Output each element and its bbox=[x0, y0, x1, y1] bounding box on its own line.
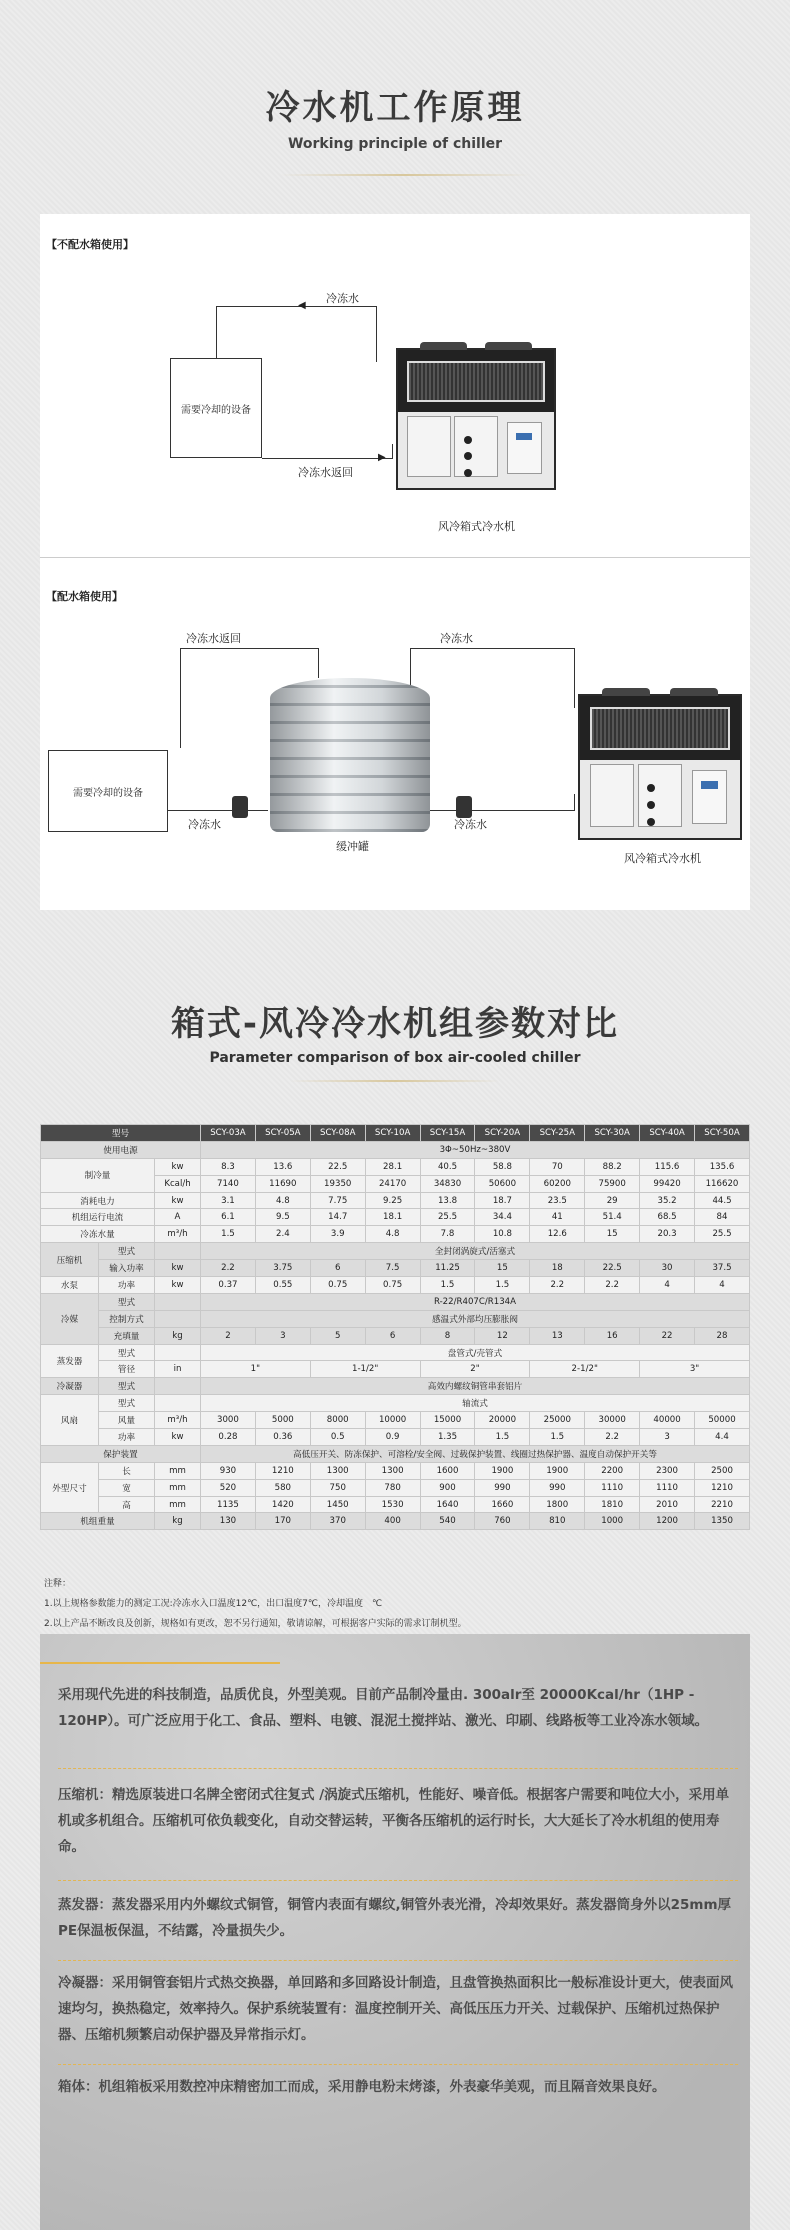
diagram-b-supply-line-left bbox=[168, 810, 268, 811]
table-row-label: 冷凝器 bbox=[41, 1378, 99, 1395]
notes-heading: 注释： bbox=[44, 1579, 72, 1589]
table-cell: 1420 bbox=[255, 1496, 310, 1513]
table-unit: kw bbox=[155, 1192, 201, 1209]
table-cell: 35.2 bbox=[640, 1192, 695, 1209]
table-row bbox=[41, 1277, 750, 1294]
title-divider-2 bbox=[290, 1080, 500, 1082]
table-row bbox=[41, 1479, 750, 1496]
table-cell: 22.5 bbox=[585, 1260, 640, 1277]
table-cell: 12.6 bbox=[530, 1226, 585, 1243]
table-cell: 7140 bbox=[201, 1175, 256, 1192]
table-cell: 13.8 bbox=[420, 1192, 475, 1209]
table-cell: 68.5 bbox=[640, 1209, 695, 1226]
table-cell: 盘管式/壳管式 bbox=[201, 1344, 750, 1361]
table-cell: 41 bbox=[530, 1209, 585, 1226]
table-cell: 0.28 bbox=[201, 1429, 256, 1446]
table-cell: 8000 bbox=[310, 1412, 365, 1429]
table-sub-label: 控制方式 bbox=[99, 1310, 155, 1327]
table-cell: 1300 bbox=[310, 1462, 365, 1479]
section-subtitle-params: Parameter comparison of box air-cooled chiller bbox=[209, 1050, 581, 1066]
table-cell: 0.55 bbox=[255, 1277, 310, 1294]
table-row bbox=[41, 1513, 750, 1530]
notes-line-2: 2.以上产品不断改良及创新，规格如有更改，恕不另行通知，敬请谅解，可根据客户实际的需求订制机型。 bbox=[44, 1619, 467, 1629]
table-cell: 11.25 bbox=[420, 1260, 475, 1277]
table-cell: 4 bbox=[640, 1277, 695, 1294]
table-cell: 2.4 bbox=[255, 1226, 310, 1243]
table-unit: A bbox=[155, 1209, 201, 1226]
table-cell: 2500 bbox=[695, 1462, 750, 1479]
arrow-right-icon: ▶ bbox=[378, 452, 386, 463]
table-cell: 6.1 bbox=[201, 1209, 256, 1226]
description-cabinet: 箱体：机组箱板采用数控冲床精密加工而成，采用静电粉末烤漆，外表豪华美观，而且隔音效果良好。 bbox=[58, 2079, 666, 2095]
diagram-b-supply-label-left: 冷冻水 bbox=[188, 818, 221, 831]
table-cell: 6 bbox=[365, 1327, 420, 1344]
table-row bbox=[41, 1209, 750, 1226]
diagram-b-return-line-v bbox=[180, 648, 181, 748]
table-cell: 1000 bbox=[585, 1513, 640, 1530]
table-header-cell: SCY-50A bbox=[695, 1125, 750, 1142]
table-cell: 5000 bbox=[255, 1412, 310, 1429]
diagram-b-return-label: 冷冻水返回 bbox=[186, 632, 241, 645]
table-cell: 1800 bbox=[530, 1496, 585, 1513]
table-cell: 930 bbox=[201, 1462, 256, 1479]
table-cell: 990 bbox=[475, 1479, 530, 1496]
diagram-b-supply-line-right bbox=[430, 810, 574, 811]
table-row bbox=[41, 1141, 750, 1158]
table-header-cell: SCY-03A bbox=[201, 1125, 256, 1142]
table-cell: 9.25 bbox=[365, 1192, 420, 1209]
table-cell: 9.5 bbox=[255, 1209, 310, 1226]
table-cell: 780 bbox=[365, 1479, 420, 1496]
table-cell: 130 bbox=[201, 1513, 256, 1530]
table-cell: 1210 bbox=[255, 1462, 310, 1479]
table-unit: kw bbox=[155, 1277, 201, 1294]
separator bbox=[58, 1960, 738, 1961]
diagram-b-supply-line-v bbox=[410, 648, 411, 688]
table-header-cell: SCY-25A bbox=[530, 1125, 585, 1142]
table-cell: 11690 bbox=[255, 1175, 310, 1192]
table-cell: 50000 bbox=[695, 1412, 750, 1429]
table-cell: 轴流式 bbox=[201, 1395, 750, 1412]
table-cell: 1530 bbox=[365, 1496, 420, 1513]
table-cell: 16 bbox=[585, 1327, 640, 1344]
table-cell: 520 bbox=[201, 1479, 256, 1496]
table-sub-label: 功率 bbox=[99, 1277, 155, 1294]
table-cell: 20000 bbox=[475, 1412, 530, 1429]
table-cell: 28.1 bbox=[365, 1158, 420, 1175]
table-cell: 2-1/2" bbox=[530, 1361, 640, 1378]
table-cell: 2" bbox=[420, 1361, 530, 1378]
table-row bbox=[41, 1395, 750, 1412]
pump-right-icon bbox=[456, 796, 472, 818]
table-row bbox=[41, 1445, 750, 1462]
table-row bbox=[41, 1310, 750, 1327]
table-cell: 1.5 bbox=[530, 1429, 585, 1446]
diagram-divider bbox=[40, 557, 750, 558]
table-unit: kw bbox=[155, 1158, 201, 1175]
table-cell: 990 bbox=[530, 1479, 585, 1496]
diagram-b-supply-line-v2 bbox=[574, 648, 575, 708]
table-unit: mm bbox=[155, 1496, 201, 1513]
table-cell: 4.8 bbox=[365, 1226, 420, 1243]
table-cell: 23.5 bbox=[530, 1192, 585, 1209]
table-cell: 18.7 bbox=[475, 1192, 530, 1209]
table-sub-label: 风量 bbox=[99, 1412, 155, 1429]
table-cell: 7.75 bbox=[310, 1192, 365, 1209]
diagram-b-device-box bbox=[48, 750, 168, 832]
table-notes bbox=[44, 1574, 744, 1634]
table-cell: 2200 bbox=[585, 1462, 640, 1479]
table-cell: 8 bbox=[420, 1327, 475, 1344]
table-row bbox=[41, 1344, 750, 1361]
table-sub-label: 型式 bbox=[99, 1344, 155, 1361]
table-sub-label: 管径 bbox=[99, 1361, 155, 1378]
table-cell: 2210 bbox=[695, 1496, 750, 1513]
table-cell: 8.3 bbox=[201, 1158, 256, 1175]
table-cell: 1110 bbox=[585, 1479, 640, 1496]
table-header-cell: 型号 bbox=[41, 1125, 201, 1142]
diagram-a-supply-line-v bbox=[216, 306, 217, 358]
table-cell: 0.37 bbox=[201, 1277, 256, 1294]
table-row bbox=[41, 1192, 750, 1209]
diagram-b-supply-label-top: 冷冻水 bbox=[440, 632, 473, 645]
table-cell: 135.6 bbox=[695, 1158, 750, 1175]
diagram-a-return-line-v bbox=[392, 444, 393, 459]
table-cell: 2.2 bbox=[585, 1429, 640, 1446]
table-cell: 750 bbox=[310, 1479, 365, 1496]
table-unit: mm bbox=[155, 1462, 201, 1479]
table-cell: 0.9 bbox=[365, 1429, 420, 1446]
table-cell: 34.4 bbox=[475, 1209, 530, 1226]
diagram-b-supply-label-right: 冷冻水 bbox=[454, 818, 487, 831]
table-unit: kg bbox=[155, 1327, 201, 1344]
table-unit: kg bbox=[155, 1513, 201, 1530]
table-cell: 24170 bbox=[365, 1175, 420, 1192]
table-cell: 170 bbox=[255, 1513, 310, 1530]
diagram-b-supply-line-h bbox=[410, 648, 574, 649]
table-row-label: 压缩机 bbox=[41, 1243, 99, 1277]
table-cell: 12 bbox=[475, 1327, 530, 1344]
table-cell: 116620 bbox=[695, 1175, 750, 1192]
table-cell: 2.2 bbox=[201, 1260, 256, 1277]
table-cell: 3 bbox=[255, 1327, 310, 1344]
table-cell: 28 bbox=[695, 1327, 750, 1344]
table-cell: 13 bbox=[530, 1327, 585, 1344]
table-unit: mm bbox=[155, 1479, 201, 1496]
table-cell: 0.5 bbox=[310, 1429, 365, 1446]
table-cell: 1" bbox=[201, 1361, 311, 1378]
table-row bbox=[41, 1361, 750, 1378]
diagram-b-tank-label: 缓冲罐 bbox=[336, 840, 369, 853]
spec-table bbox=[40, 1124, 750, 1530]
table-cell: 1900 bbox=[475, 1462, 530, 1479]
table-unit: m³/h bbox=[155, 1226, 201, 1243]
table-cell: 37.5 bbox=[695, 1260, 750, 1277]
diagram-a-return-line bbox=[262, 458, 392, 459]
diagram-b-device-label: 需要冷却的设备 bbox=[73, 787, 143, 799]
accent-bar bbox=[40, 1662, 280, 1664]
table-sub-label: 充填量 bbox=[99, 1327, 155, 1344]
table-cell: 0.75 bbox=[310, 1277, 365, 1294]
table-cell: 4.8 bbox=[255, 1192, 310, 1209]
arrow-left-icon: ◀ bbox=[298, 300, 306, 311]
table-cell: 25.5 bbox=[420, 1209, 475, 1226]
table-cell: 58.8 bbox=[475, 1158, 530, 1175]
table-unit: kw bbox=[155, 1429, 201, 1446]
diagram-b-tag: 【配水箱使用】 bbox=[46, 590, 123, 603]
table-row bbox=[41, 1327, 750, 1344]
table-row-label: 消耗电力 bbox=[41, 1192, 155, 1209]
section-title-principle: 冷水机工作原理 bbox=[265, 88, 525, 128]
table-cell: 15 bbox=[585, 1226, 640, 1243]
table-cell: 1660 bbox=[475, 1496, 530, 1513]
table-cell: 3Φ~50Hz~380V bbox=[201, 1141, 750, 1158]
table-row bbox=[41, 1260, 750, 1277]
pump-left-icon bbox=[232, 796, 248, 818]
table-cell: 25.5 bbox=[695, 1226, 750, 1243]
description-condenser: 冷凝器：采用铜管套铝片式热交换器，单回路和多回路设计制造，且盘管换热面积比一般标准设计更大，使表面风速均匀，换热稳定，效率持久。保护系统装置有：温度控制开关、高低压压力开关、过载保护、压缩机过热保护器、压缩机频繁启动保护器及异常指示灯。 bbox=[58, 1975, 733, 2043]
table-header-cell: SCY-05A bbox=[255, 1125, 310, 1142]
table-cell: 1210 bbox=[695, 1479, 750, 1496]
table-cell: 1810 bbox=[585, 1496, 640, 1513]
table-cell: 7.8 bbox=[420, 1226, 475, 1243]
table-row-label: 冷冻水量 bbox=[41, 1226, 155, 1243]
diagram-a-supply-line-h bbox=[216, 306, 376, 307]
table-cell: 1.35 bbox=[420, 1429, 475, 1446]
table-cell: 760 bbox=[475, 1513, 530, 1530]
table-header-cell: SCY-15A bbox=[420, 1125, 475, 1142]
table-unit: kw bbox=[155, 1260, 201, 1277]
table-cell: 900 bbox=[420, 1479, 475, 1496]
table-header-cell: SCY-08A bbox=[310, 1125, 365, 1142]
table-cell: 51.4 bbox=[585, 1209, 640, 1226]
table-row-label: 蒸发器 bbox=[41, 1344, 99, 1378]
table-sub-label: 宽 bbox=[99, 1479, 155, 1496]
table-sub-label: 型式 bbox=[99, 1378, 155, 1395]
diagram-a-device-label: 需要冷却的设备 bbox=[181, 404, 251, 416]
table-cell: 3.1 bbox=[201, 1192, 256, 1209]
separator bbox=[58, 1768, 738, 1769]
table-cell: 34830 bbox=[420, 1175, 475, 1192]
table-cell: 44.5 bbox=[695, 1192, 750, 1209]
table-cell: 10.8 bbox=[475, 1226, 530, 1243]
table-cell: 1640 bbox=[420, 1496, 475, 1513]
table-cell: 540 bbox=[420, 1513, 475, 1530]
table-cell: 20.3 bbox=[640, 1226, 695, 1243]
table-cell: 580 bbox=[255, 1479, 310, 1496]
table-cell: 40000 bbox=[640, 1412, 695, 1429]
table-cell: 84 bbox=[695, 1209, 750, 1226]
table-row-label: 水泵 bbox=[41, 1277, 99, 1294]
table-row-label: 外型尺寸 bbox=[41, 1462, 99, 1513]
separator bbox=[58, 2064, 738, 2065]
table-cell: 0.36 bbox=[255, 1429, 310, 1446]
table-row bbox=[41, 1429, 750, 1446]
table-sub-label: 长 bbox=[99, 1462, 155, 1479]
table-cell: R-22/R407C/R134A bbox=[201, 1293, 750, 1310]
table-cell: 3 bbox=[640, 1429, 695, 1446]
table-sub-label: 功率 bbox=[99, 1429, 155, 1446]
table-cell: 高低压开关、防冻保护、可溶栓/安全阀、过载保护装置、线圈过热保护器、温度自动保护开关等 bbox=[201, 1445, 750, 1462]
diagram-b-return-line-v2 bbox=[318, 648, 319, 678]
table-cell: 1135 bbox=[201, 1496, 256, 1513]
table-cell: 感温式外部均压膨胀阀 bbox=[201, 1310, 750, 1327]
table-row-label: 制冷量 bbox=[41, 1158, 155, 1192]
diagram-a-chiller-label: 风冷箱式冷水机 bbox=[438, 520, 515, 533]
table-cell: 29 bbox=[585, 1192, 640, 1209]
table-cell: 15000 bbox=[420, 1412, 475, 1429]
table-cell: 810 bbox=[530, 1513, 585, 1530]
table-cell: 40.5 bbox=[420, 1158, 475, 1175]
table-cell: 370 bbox=[310, 1513, 365, 1530]
table-header-row bbox=[41, 1125, 750, 1142]
table-cell: 1110 bbox=[640, 1479, 695, 1496]
table-cell: 10000 bbox=[365, 1412, 420, 1429]
diagram-a-supply-label: 冷冻水 bbox=[326, 292, 359, 305]
table-header-cell: SCY-20A bbox=[475, 1125, 530, 1142]
table-row bbox=[41, 1412, 750, 1429]
table-cell: 1-1/2" bbox=[310, 1361, 420, 1378]
table-row-label: 机组运行电流 bbox=[41, 1209, 155, 1226]
table-cell: 2300 bbox=[640, 1462, 695, 1479]
table-cell: 70 bbox=[530, 1158, 585, 1175]
table-cell: 30000 bbox=[585, 1412, 640, 1429]
diagram-b-chiller-label: 风冷箱式冷水机 bbox=[624, 852, 701, 865]
table-cell: 2010 bbox=[640, 1496, 695, 1513]
table-row-label: 使用电源 bbox=[41, 1141, 201, 1158]
section-title-params: 箱式-风冷冷水机组参数对比 bbox=[170, 1004, 620, 1044]
table-cell: 2.2 bbox=[585, 1277, 640, 1294]
table-unit: m³/h bbox=[155, 1412, 201, 1429]
table-sub-label: 型式 bbox=[99, 1293, 155, 1310]
table-row bbox=[41, 1158, 750, 1175]
table-row-label: 风扇 bbox=[41, 1395, 99, 1446]
table-cell: 4 bbox=[695, 1277, 750, 1294]
table-cell: 1300 bbox=[365, 1462, 420, 1479]
table-cell: 3.75 bbox=[255, 1260, 310, 1277]
table-cell: 5 bbox=[310, 1327, 365, 1344]
diagram-b-return-line-h bbox=[180, 648, 318, 649]
table-row bbox=[41, 1378, 750, 1395]
table-sub-label: 型式 bbox=[99, 1243, 155, 1260]
table-cell: 1900 bbox=[530, 1462, 585, 1479]
table-cell: 3000 bbox=[201, 1412, 256, 1429]
table-cell: 88.2 bbox=[585, 1158, 640, 1175]
separator bbox=[58, 1880, 738, 1881]
description-compressor: 压缩机：精选原装进口名牌全密闭式往复式 /涡旋式压缩机，性能好、噪音低。根据客户需要和吨位大小，采用单机或多机组合。压缩机可依负载变化，自动交替运转，平衡各压缩机的运行时长，大大延长了冷水机组的使用寿命。 bbox=[58, 1787, 730, 1855]
table-cell: 1200 bbox=[640, 1513, 695, 1530]
table-cell: 2 bbox=[201, 1327, 256, 1344]
diagram-a-tag: 【不配水箱使用】 bbox=[46, 238, 134, 251]
diagram-panel bbox=[40, 214, 750, 910]
table-cell: 13.6 bbox=[255, 1158, 310, 1175]
table-cell: 18.1 bbox=[365, 1209, 420, 1226]
table-cell: 14.7 bbox=[310, 1209, 365, 1226]
table-cell: 全封闭涡旋式/活塞式 bbox=[201, 1243, 750, 1260]
table-cell: 60200 bbox=[530, 1175, 585, 1192]
section-subtitle-principle: Working principle of chiller bbox=[287, 136, 503, 152]
table-row bbox=[41, 1243, 750, 1260]
table-cell: 1.5 bbox=[475, 1277, 530, 1294]
table-sub-label: 型式 bbox=[99, 1395, 155, 1412]
table-cell: 高效内螺纹铜管串套铝片 bbox=[201, 1378, 750, 1395]
notes-line-1: 1.以上规格参数能力的测定工况:冷冻水入口温度12℃，出口温度7℃，冷却温度 ℃ bbox=[44, 1599, 383, 1609]
table-cell: 1600 bbox=[420, 1462, 475, 1479]
table-unit: Kcal/h bbox=[155, 1175, 201, 1192]
table-cell: 3.9 bbox=[310, 1226, 365, 1243]
table-cell: 75900 bbox=[585, 1175, 640, 1192]
table-cell: 22.5 bbox=[310, 1158, 365, 1175]
diagram-a-supply-line-v2 bbox=[376, 306, 377, 362]
table-cell: 1.5 bbox=[420, 1277, 475, 1294]
table-cell: 1450 bbox=[310, 1496, 365, 1513]
diagram-a-chiller bbox=[396, 348, 556, 490]
table-header-cell: SCY-30A bbox=[585, 1125, 640, 1142]
table-row bbox=[41, 1226, 750, 1243]
table-row bbox=[41, 1462, 750, 1479]
table-cell: 4.4 bbox=[695, 1429, 750, 1446]
diagram-a-device-box bbox=[170, 358, 262, 458]
table-cell: 400 bbox=[365, 1513, 420, 1530]
table-cell: 1350 bbox=[695, 1513, 750, 1530]
table-cell: 3" bbox=[640, 1361, 750, 1378]
table-cell: 18 bbox=[530, 1260, 585, 1277]
title-divider bbox=[280, 174, 530, 176]
table-cell: 50600 bbox=[475, 1175, 530, 1192]
table-cell: 7.5 bbox=[365, 1260, 420, 1277]
table-cell: 115.6 bbox=[640, 1158, 695, 1175]
table-cell: 15 bbox=[475, 1260, 530, 1277]
table-header-cell: SCY-40A bbox=[640, 1125, 695, 1142]
table-cell: 2.2 bbox=[530, 1277, 585, 1294]
table-header-cell: SCY-10A bbox=[365, 1125, 420, 1142]
table-cell: 1.5 bbox=[475, 1429, 530, 1446]
table-cell: 1.5 bbox=[201, 1226, 256, 1243]
table-row-label: 机组重量 bbox=[41, 1513, 155, 1530]
description-intro: 采用现代先进的科技制造，品质优良，外型美观。目前产品制冷量由. 300alr至 20000Kcal/hr（1HP - 120HP）。可广泛应用于化工、食品、塑料、电镀、混泥土搅拌站、激光、印刷、线路板等工业冷冻水领域。 bbox=[58, 1687, 709, 1729]
table-cell: 99420 bbox=[640, 1175, 695, 1192]
table-cell: 30 bbox=[640, 1260, 695, 1277]
table-row bbox=[41, 1293, 750, 1310]
diagram-a-return-label: 冷冻水返回 bbox=[298, 466, 353, 479]
table-sub-label: 高 bbox=[99, 1496, 155, 1513]
table-cell: 25000 bbox=[530, 1412, 585, 1429]
table-cell: 0.75 bbox=[365, 1277, 420, 1294]
table-unit: in bbox=[155, 1361, 201, 1378]
table-row-label: 保护装置 bbox=[41, 1445, 201, 1462]
diagram-b-supply-line-right-v bbox=[574, 794, 575, 811]
table-sub-label: 输入功率 bbox=[99, 1260, 155, 1277]
description-evaporator: 蒸发器：蒸发器采用内外螺纹式铜管，铜管内表面有螺纹,铜管外表光滑，冷却效果好。蒸发器筒身外以25mm厚PE保温板保温，不结露，冷量损失少。 bbox=[58, 1897, 732, 1939]
table-cell: 19350 bbox=[310, 1175, 365, 1192]
table-cell: 22 bbox=[640, 1327, 695, 1344]
diagram-b-chiller bbox=[578, 694, 742, 840]
table-cell: 6 bbox=[310, 1260, 365, 1277]
table-row-label: 冷媒 bbox=[41, 1293, 99, 1344]
table-row bbox=[41, 1496, 750, 1513]
